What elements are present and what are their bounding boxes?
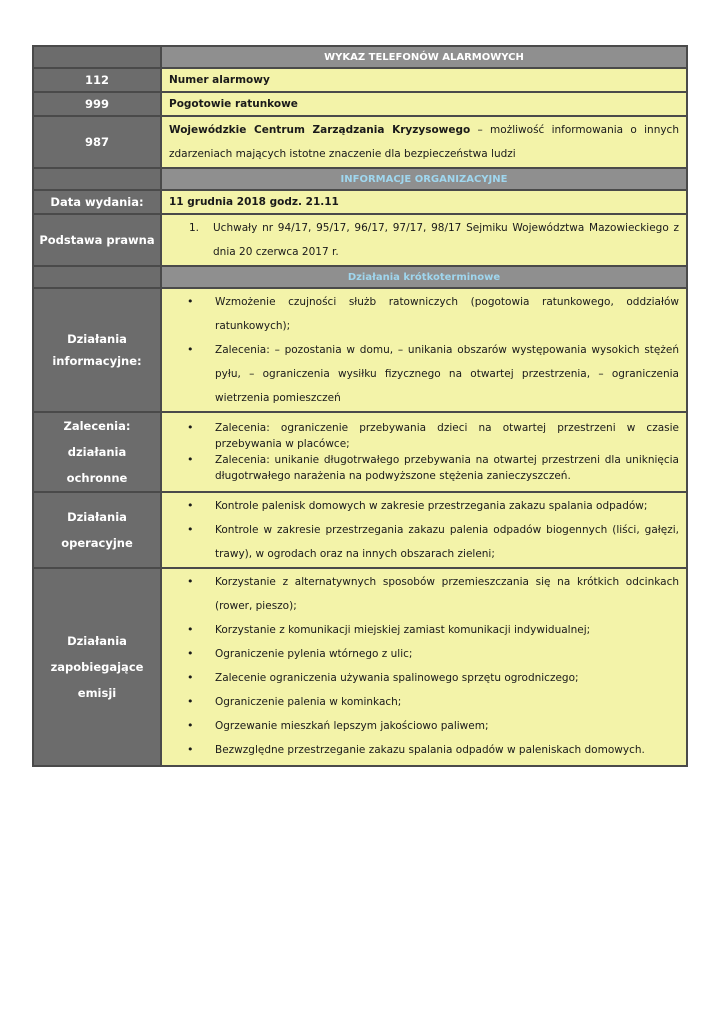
list-item-number: 1. <box>189 222 200 234</box>
list-item: • Zalecenia: – pozostania w domu, – unikania obszarów występowania wysokich stężeń pyłu, – ograniczenia wysiłku fizycznego na otwartej przestrzenia, – ograniczenia wietrzenia pomieszczeń <box>169 338 679 410</box>
phone-name: Numer alarmowy <box>161 68 687 92</box>
protective-row <box>33 412 687 492</box>
legal-basis-cell <box>161 214 687 266</box>
short-term-header-row <box>33 266 687 288</box>
list-item: • Zalecenia: unikanie długotrwałego przebywania na otwartej przestrzeni dla uniknięcia długotrwałego narażenia na podwyższone stężenia zanieczyszczeń. <box>169 452 679 484</box>
issue-date-label: Data wydania: <box>33 190 161 214</box>
org-section-title: INFORMACJE ORGANIZACYJNE <box>161 168 687 190</box>
list-item: • Ograniczenie palenia w kominkach; <box>169 690 679 714</box>
operational-list <box>169 494 679 566</box>
emission-row <box>33 568 687 766</box>
emission-list <box>169 570 679 762</box>
list-item: • Zalecenia: ograniczenie przebywania dzieci na otwartej przestrzeni w czasie przebywania w placówce; <box>169 420 679 452</box>
phone-list-title: WYKAZ TELEFONÓW ALARMOWYCH <box>161 46 687 68</box>
alarm-info-table <box>32 45 688 767</box>
issue-date-value: 11 grudnia 2018 godz. 21.11 <box>161 190 687 214</box>
list-item: • Korzystanie z alternatywnych sposobów przemieszczania się na krótkich odcinkach (rower, pieszo); <box>169 570 679 618</box>
header-spacer-cell <box>33 46 161 68</box>
list-item: • Ograniczenie pylenia wtórnego z ulic; <box>169 642 679 666</box>
emission-cell <box>161 568 687 766</box>
list-item <box>169 216 679 264</box>
legal-basis-row <box>33 214 687 266</box>
org-header-row <box>33 168 687 190</box>
legal-basis-label: Podstawa prawna <box>33 214 161 266</box>
list-item: • Ogrzewanie mieszkań lepszym jakościowo paliwem; <box>169 714 679 738</box>
header-spacer-cell <box>33 168 161 190</box>
protective-label: Zalecenia: działania ochronne <box>33 412 161 492</box>
list-item: • Wzmożenie czujności służb ratowniczych (pogotowia ratunkowego, oddziałów ratunkowych); <box>169 290 679 338</box>
phone-row-999 <box>33 92 687 116</box>
legal-basis-list <box>169 216 679 264</box>
operational-row <box>33 492 687 568</box>
info-actions-row <box>33 288 687 412</box>
operational-cell <box>161 492 687 568</box>
phone-number: 999 <box>33 92 161 116</box>
list-item: • Zalecenie ograniczenia używania spalinowego sprzętu ogrodniczego; <box>169 666 679 690</box>
list-item: • Kontrole palenisk domowych w zakresie przestrzegania zakazu spalania odpadów; <box>169 494 679 518</box>
header-spacer-cell <box>33 266 161 288</box>
phone-description-cell <box>161 116 687 168</box>
header-row <box>33 46 687 68</box>
list-item-text: Uchwały nr 94/17, 95/17, 96/17, 97/17, 98/17 Sejmiku Województwa Mazowieckiego z dnia 20 czerwca 2017 r. <box>213 222 679 258</box>
phone-name: Pogotowie ratunkowe <box>161 92 687 116</box>
protective-cell <box>161 412 687 492</box>
protective-list <box>169 420 679 484</box>
phone-row-987 <box>33 116 687 168</box>
phone-number: 112 <box>33 68 161 92</box>
info-actions-cell <box>161 288 687 412</box>
info-actions-label: Działania informacyjne: <box>33 288 161 412</box>
phone-row-112 <box>33 68 687 92</box>
list-item: • Bezwzględne przestrzeganie zakazu spalania odpadów w paleniskach domowych. <box>169 738 679 762</box>
issue-date-row <box>33 190 687 214</box>
list-item: • Korzystanie z komunikacji miejskiej zamiast komunikacji indywidualnej; <box>169 618 679 642</box>
phone-description: – możliwość informowania o innych zdarzeniach mających istotne znaczenie dla bezpieczeństwa ludzi <box>169 124 679 160</box>
info-actions-list <box>169 290 679 410</box>
phone-name: Wojewódzkie Centrum Zarządzania Kryzysowego <box>169 124 471 136</box>
emission-label: Działania zapobiegające emisji <box>33 568 161 766</box>
short-term-title: Działania krótkoterminowe <box>161 266 687 288</box>
list-item: • Kontrole w zakresie przestrzegania zakazu palenia odpadów biogennych (liści, gałęzi, trawy), w ogrodach oraz na innych obszarach zieleni; <box>169 518 679 566</box>
phone-number: 987 <box>33 116 161 168</box>
operational-label: Działania operacyjne <box>33 492 161 568</box>
